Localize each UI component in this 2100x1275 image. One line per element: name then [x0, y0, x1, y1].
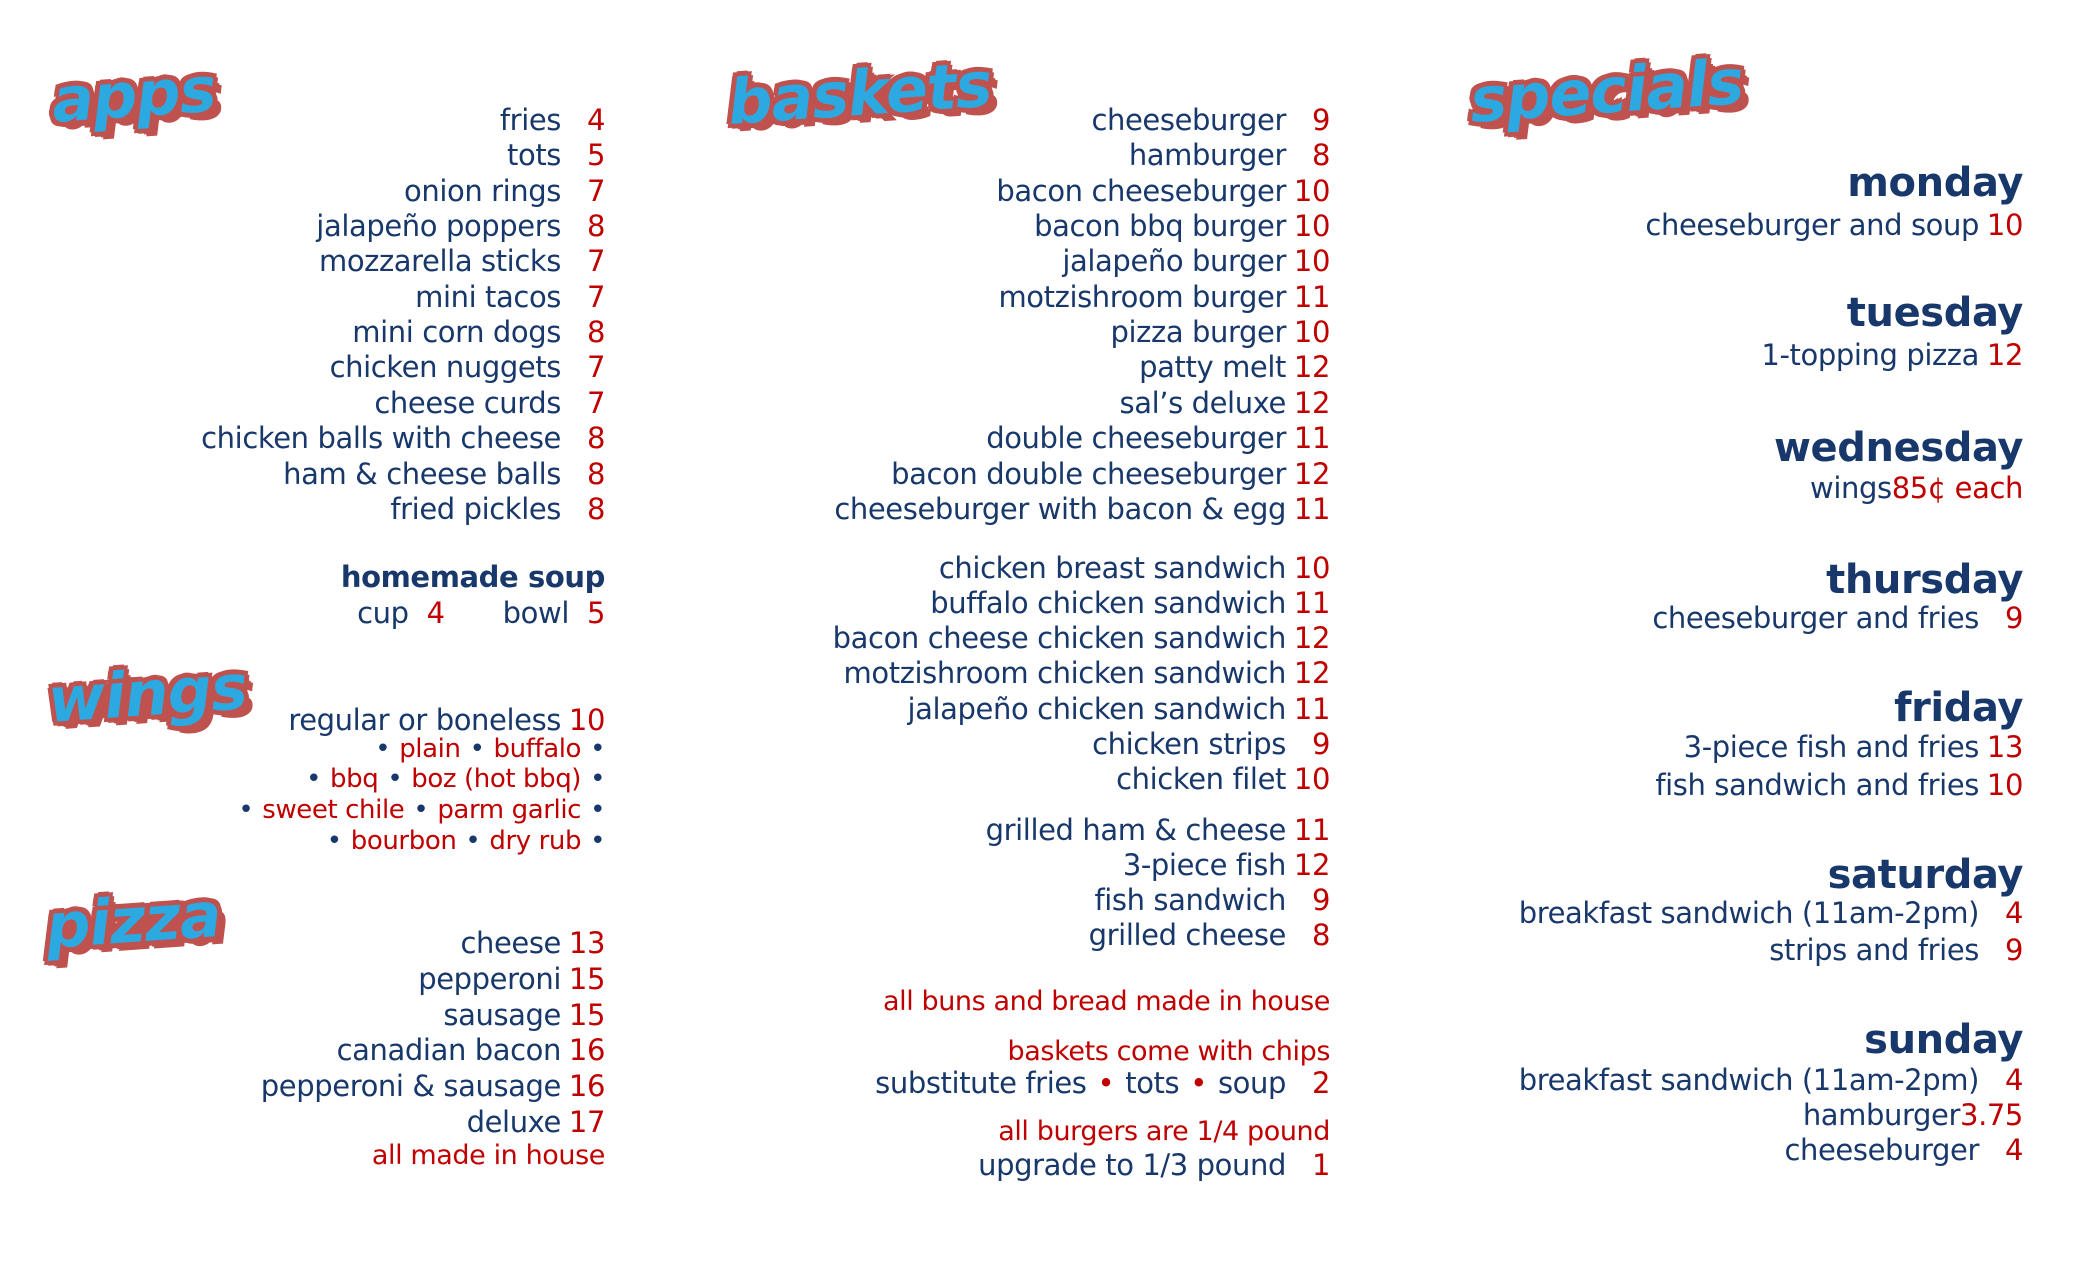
menu-row	[0, 491, 605, 527]
menu-row	[0, 997, 605, 1033]
item-name: tots	[507, 138, 561, 172]
item-price: 7	[586, 174, 605, 208]
item-price: 12	[1293, 656, 1330, 690]
menu-row	[700, 385, 1330, 421]
item-name: pepperoni	[418, 962, 561, 996]
item-price: 85¢ each	[1891, 471, 2023, 505]
item-name: fish sandwich	[1094, 883, 1286, 917]
item-name: chicken breast sandwich	[938, 551, 1286, 585]
item-name: fried pickles	[390, 492, 561, 526]
item-name: deluxe	[466, 1105, 561, 1139]
menu-row	[1600, 337, 2023, 373]
item-price: 11	[1293, 813, 1330, 847]
day-heading: saturday	[1827, 852, 2023, 898]
wings-flavor-row	[0, 764, 605, 795]
item-name: hamburger	[1128, 138, 1286, 172]
item-name: breakfast sandwich (11am-2pm)	[1518, 896, 1979, 930]
menu-row	[0, 173, 605, 209]
item-name: 1-topping pizza	[1761, 338, 1979, 372]
item-name: motzishroom burger	[998, 280, 1286, 314]
substitute-option: tots	[1125, 1066, 1180, 1100]
baskets-column	[700, 0, 1330, 1275]
bullet-icon: •	[1097, 1066, 1115, 1100]
menu-row	[0, 137, 605, 173]
item-price: 4	[2004, 896, 2023, 930]
menu-row	[700, 279, 1330, 315]
item-price: 16	[568, 1069, 605, 1103]
item-price: 8	[1311, 138, 1330, 172]
menu-row	[0, 385, 605, 421]
bullet-icon: •	[387, 764, 403, 794]
menu-row	[700, 655, 1330, 691]
item-name: canadian bacon	[336, 1033, 561, 1067]
day-heading: monday	[1847, 160, 2023, 206]
menu-row	[700, 243, 1330, 279]
item-price: 7	[586, 350, 605, 384]
menu-row	[0, 102, 605, 138]
item-name: mini corn dogs	[352, 315, 561, 349]
specials-column	[1518, 0, 2023, 1275]
cup-price: 4	[426, 596, 445, 630]
item-name: chicken nuggets	[329, 350, 561, 384]
menu-row	[0, 349, 605, 385]
bullet-icon: •	[469, 734, 485, 764]
buns-note: all buns and bread made in house	[882, 986, 1330, 1017]
wings-flavor-row	[0, 826, 605, 857]
menu-row	[0, 208, 605, 244]
soup-prices-row	[0, 595, 605, 631]
flavor: sweet chile	[262, 795, 405, 825]
flavor: buffalo	[493, 734, 582, 764]
item-price: 8	[586, 492, 605, 526]
item-price: 4	[586, 103, 605, 137]
day-heading: sunday	[1864, 1017, 2023, 1063]
menu-row	[1600, 600, 2023, 636]
wings-main-row	[0, 702, 605, 738]
item-price: 4	[2004, 1063, 2023, 1097]
item-name: 3-piece fish	[1122, 848, 1286, 882]
item-price: 5	[586, 138, 605, 172]
apps-section-title: apps	[49, 52, 218, 137]
item-name: bacon cheeseburger	[996, 174, 1286, 208]
menu-row	[1600, 470, 2023, 506]
menu-row	[0, 1068, 605, 1104]
substitute-row	[700, 1065, 1330, 1101]
chips-note: baskets come with chips	[1007, 1036, 1330, 1067]
item-price: 8	[586, 421, 605, 455]
item-price: 9	[2004, 601, 2023, 635]
item-name: grilled ham & cheese	[985, 813, 1286, 847]
flavor: parm garlic	[437, 795, 582, 825]
item-price: 10	[1293, 209, 1330, 243]
item-name: wings	[1810, 471, 1892, 505]
item-price: 16	[568, 1033, 605, 1067]
soup-heading: homemade soup	[340, 560, 605, 594]
item-price: 10	[1986, 768, 2023, 802]
item-name: hamburger	[1802, 1098, 1961, 1132]
bullet-icon: •	[590, 734, 605, 764]
item-price: 15	[568, 962, 605, 996]
bullet-icon: •	[326, 826, 342, 856]
menu-row	[0, 456, 605, 492]
item-name: chicken strips	[1092, 727, 1286, 761]
item-name: bacon cheese chicken sandwich	[832, 621, 1286, 655]
menu-row	[1600, 1132, 2023, 1168]
item-name: jalapeño chicken sandwich	[907, 692, 1286, 726]
menu-row	[700, 349, 1330, 385]
item-name: jalapeño poppers	[316, 209, 561, 243]
item-name: sausage	[443, 998, 561, 1032]
wings-flavor-row	[0, 734, 605, 765]
menu-row	[700, 173, 1330, 209]
upgrade-row	[700, 1147, 1330, 1183]
bullet-icon: •	[413, 795, 429, 825]
item-name: breakfast sandwich (11am-2pm)	[1518, 1063, 1979, 1097]
menu-row	[700, 550, 1330, 586]
item-price: 12	[1293, 848, 1330, 882]
menu-row	[1600, 1097, 2023, 1133]
item-price: 10	[1293, 762, 1330, 796]
item-name: cheeseburger and fries	[1652, 601, 1979, 635]
menu-row	[700, 691, 1330, 727]
item-name: ham & cheese balls	[283, 457, 561, 491]
menu-row	[0, 1104, 605, 1140]
specials-section-title: specials	[1467, 45, 1746, 137]
item-price: 12	[1293, 457, 1330, 491]
item-price: 13	[568, 926, 605, 960]
item-price: 11	[1293, 586, 1330, 620]
item-price: 12	[1986, 338, 2023, 372]
menu-row	[0, 420, 605, 456]
bullet-icon: •	[306, 764, 322, 794]
item-name: strips and fries	[1769, 933, 1979, 967]
bullet-icon: •	[590, 826, 605, 856]
item-price: 2	[1311, 1066, 1330, 1100]
bullet-icon: •	[375, 734, 391, 764]
menu-row	[700, 761, 1330, 797]
wings-section-title: wings	[45, 650, 250, 737]
item-price: 12	[1293, 621, 1330, 655]
menu-row	[0, 279, 605, 315]
item-name: buffalo chicken sandwich	[930, 586, 1286, 620]
item-name: onion rings	[404, 174, 561, 208]
item-price: 11	[1293, 280, 1330, 314]
item-name: sal’s deluxe	[1119, 386, 1286, 420]
item-price: 11	[1293, 492, 1330, 526]
item-price: 13	[1986, 730, 2023, 764]
item-name: cheeseburger	[1091, 103, 1286, 137]
item-price: 7	[586, 386, 605, 420]
upgrade-label: upgrade to 1/3 pound	[978, 1148, 1286, 1182]
item-name: cheese curds	[374, 386, 561, 420]
menu-row	[700, 208, 1330, 244]
item-price: 11	[1293, 692, 1330, 726]
item-price: 9	[1311, 103, 1330, 137]
item-price: 10	[1986, 208, 2023, 242]
item-price: 8	[586, 209, 605, 243]
flavor: bourbon	[350, 826, 457, 856]
item-name: bacon bbq burger	[1034, 209, 1286, 243]
item-name: bacon double cheeseburger	[891, 457, 1286, 491]
menu-row	[1600, 932, 2023, 968]
item-name: mozzarella sticks	[318, 244, 561, 278]
item-price: 8	[586, 315, 605, 349]
flavor: boz (hot bbq)	[411, 764, 582, 794]
item-price: 7	[586, 244, 605, 278]
menu-row	[1600, 729, 2023, 765]
item-price: 8	[586, 457, 605, 491]
menu-row	[700, 420, 1330, 456]
flavor: plain	[399, 734, 461, 764]
item-price: 10	[1293, 174, 1330, 208]
item-price: 15	[568, 998, 605, 1032]
bowl-label: bowl	[502, 596, 569, 630]
item-name: 3-piece fish and fries	[1683, 730, 1979, 764]
item-name: chicken filet	[1116, 762, 1286, 796]
menu-row	[1600, 207, 2023, 243]
apps-column	[0, 0, 605, 1275]
item-price: 1	[1311, 1148, 1330, 1182]
day-heading: friday	[1894, 685, 2023, 731]
substitute-option: soup	[1217, 1066, 1286, 1100]
item-name: fries	[499, 103, 561, 137]
menu-row	[0, 314, 605, 350]
flavor: bbq	[330, 764, 379, 794]
wings-flavor-row	[0, 795, 605, 826]
item-price: 17	[568, 1105, 605, 1139]
bullet-icon: •	[465, 826, 481, 856]
pizza-section-title: pizza	[43, 877, 223, 963]
day-heading: tuesday	[1846, 290, 2023, 336]
day-heading: wednesday	[1774, 425, 2023, 471]
item-price: 10	[1293, 315, 1330, 349]
menu-row	[0, 925, 605, 961]
menu-row	[0, 1032, 605, 1068]
menu-row	[1600, 767, 2023, 803]
item-name: motzishroom chicken sandwich	[843, 656, 1286, 690]
item-price: 11	[1293, 421, 1330, 455]
bowl-price: 5	[586, 596, 605, 630]
item-price: 9	[1311, 727, 1330, 761]
item-name: regular or boneless	[288, 703, 561, 737]
item-price: 4	[2004, 1133, 2023, 1167]
item-name: cheeseburger and soup	[1645, 208, 1979, 242]
item-price: 9	[2004, 933, 2023, 967]
item-price: 10	[1293, 244, 1330, 278]
item-name: chicken balls with cheese	[201, 421, 561, 455]
item-name: jalapeño burger	[1062, 244, 1286, 278]
item-price: 7	[586, 280, 605, 314]
menu-row	[700, 491, 1330, 527]
pizza-note: all made in house	[371, 1140, 605, 1171]
item-name: patty melt	[1139, 350, 1286, 384]
item-name: mini tacos	[415, 280, 561, 314]
item-name: pepperoni & sausage	[260, 1069, 561, 1103]
item-name: cheeseburger with bacon & egg	[834, 492, 1286, 526]
item-price: 10	[568, 703, 605, 737]
item-price: 12	[1293, 386, 1330, 420]
day-heading: thursday	[1826, 557, 2023, 603]
menu-row	[0, 243, 605, 279]
bullet-icon: •	[1190, 1066, 1207, 1100]
menu-row	[700, 847, 1330, 883]
flavor: dry rub	[489, 826, 582, 856]
item-name: double cheeseburger	[986, 421, 1286, 455]
baskets-section-title: baskets	[725, 47, 994, 139]
cup-label: cup	[357, 596, 409, 630]
menu-row	[700, 726, 1330, 762]
bullet-icon: •	[590, 764, 605, 794]
item-name: fish sandwich and fries	[1655, 768, 1979, 802]
bullet-icon: •	[590, 795, 605, 825]
item-price: 12	[1293, 350, 1330, 384]
patty-note: all burgers are 1/4 pound	[998, 1116, 1330, 1147]
item-name: cheese	[460, 926, 561, 960]
menu-row	[700, 585, 1330, 621]
menu-row	[700, 314, 1330, 350]
menu-row	[700, 917, 1330, 953]
menu-row	[700, 102, 1330, 138]
menu-row	[700, 456, 1330, 492]
menu-row	[700, 620, 1330, 656]
item-price: 8	[1311, 918, 1330, 952]
item-price: 3.75	[1960, 1098, 2023, 1132]
substitute-label: substitute fries	[875, 1066, 1087, 1100]
item-price: 9	[1311, 883, 1330, 917]
menu-row	[1518, 1062, 2023, 1098]
item-name: pizza burger	[1110, 315, 1286, 349]
item-price: 10	[1293, 551, 1330, 585]
menu-row	[700, 812, 1330, 848]
menu-row	[700, 882, 1330, 918]
menu-row	[0, 961, 605, 997]
menu-row	[1518, 895, 2023, 931]
item-name: grilled cheese	[1088, 918, 1286, 952]
menu-row	[700, 137, 1330, 173]
item-name: cheeseburger	[1784, 1133, 1979, 1167]
bullet-icon: •	[238, 795, 254, 825]
